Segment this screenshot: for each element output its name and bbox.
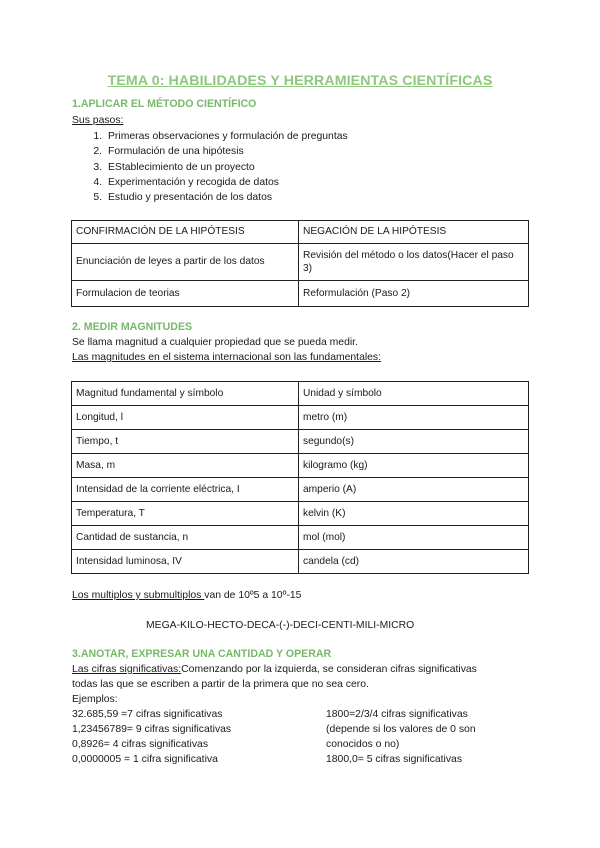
table-row xyxy=(72,430,529,454)
sigfig-text: Comenzando por la izquierda, se consideran cifras significativas xyxy=(181,664,477,675)
table-cell: Intensidad luminosa, IV xyxy=(72,550,299,574)
table-cell: segundo(s) xyxy=(299,430,529,454)
table-row xyxy=(72,454,529,478)
hypothesis-table xyxy=(71,220,529,307)
list-item: 3. EStablecimiento de un proyecto xyxy=(93,161,255,173)
steps-list xyxy=(72,129,348,205)
example-left: 0,8926= 4 cifras significativas xyxy=(72,739,209,750)
example-left: 32.685,59 =7 cifras significativas xyxy=(72,709,223,720)
examples-label: Ejemplos: xyxy=(72,694,118,705)
example-left: 0,0000005 = 1 cifra significativa xyxy=(72,754,218,765)
table-cell: Longitud, l xyxy=(72,406,299,430)
example-left: 1,23456789= 9 cifras significativas xyxy=(72,724,232,735)
table-cell: kelvin (K) xyxy=(299,502,529,526)
example-right: (depende si los valores de 0 son xyxy=(326,724,476,735)
table-cell: candela (cd) xyxy=(299,550,529,574)
table-header-cell: CONFIRMACIÓN DE LA HIPÓTESIS xyxy=(72,221,299,244)
list-item: 4. Experimentación y recogida de datos xyxy=(93,176,279,188)
table-cell: Temperatura, T xyxy=(72,502,299,526)
table-cell: mol (mol) xyxy=(299,526,529,550)
list-item: 2. Formulación de una hipótesis xyxy=(93,146,244,158)
document-title: TEMA 0: HABILIDADES Y HERRAMIENTAS CIENTÍFICAS xyxy=(107,73,493,89)
section-1-heading: 1.APLICAR EL MÉTODO CIENTÍFICO xyxy=(72,98,257,110)
sigfig-line-2: todas las que se escriben a partir de la primera que no sea cero. xyxy=(72,679,369,690)
table-cell: metro (m) xyxy=(299,406,529,430)
table-cell: Tiempo, t xyxy=(72,430,299,454)
table-cell: Formulacion de teorias xyxy=(72,281,299,307)
table-row xyxy=(72,550,529,574)
table-cell: amperio (A) xyxy=(299,478,529,502)
table-header-row xyxy=(72,221,529,244)
magnitude-definition: Se llama magnitud a cualquier propiedad que se pueda medir. xyxy=(72,337,358,348)
magnitudes-table xyxy=(71,381,529,574)
table-row xyxy=(72,281,529,307)
table-header-row xyxy=(72,382,529,406)
prefix-scale: MEGA-KILO-HECTO-DECA-(-)-DECI-CENTI-MILI-MICRO xyxy=(146,620,415,631)
example-right: 1800=2/3/4 cifras significativas xyxy=(326,709,468,720)
table-cell: Revisión del método o los datos(Hacer el paso 3) xyxy=(299,244,529,281)
si-intro: Las magnitudes en el sistema internacional son las fundamentales: xyxy=(72,352,382,363)
table-header-cell: Magnitud fundamental y símbolo xyxy=(72,382,299,406)
section-2-heading: 2. MEDIR MAGNITUDES xyxy=(72,321,193,333)
list-item: 1. Primeras observaciones y formulación de preguntas xyxy=(93,131,348,142)
table-header-cell: Unidad y símbolo xyxy=(299,382,529,406)
sigfig-label: Las cifras significativas: xyxy=(72,664,182,675)
example-right: conocidos o no) xyxy=(326,739,400,750)
table-row xyxy=(72,244,529,281)
table-cell: Reformulación (Paso 2) xyxy=(299,281,529,307)
table-row xyxy=(72,526,529,550)
table-row xyxy=(72,478,529,502)
table-cell: Intensidad de la corriente eléctrica, I xyxy=(72,478,299,502)
sigfig-line-1 xyxy=(72,664,477,675)
multiples-line xyxy=(72,590,301,601)
table-cell: Cantidad de sustancia, n xyxy=(72,526,299,550)
list-item: 5. Estudio y presentación de los datos xyxy=(93,192,273,204)
table-row xyxy=(72,502,529,526)
table-row xyxy=(72,406,529,430)
steps-label: Sus pasos: xyxy=(72,115,124,126)
table-cell: Masa, m xyxy=(72,454,299,478)
multiples-label: Los multiplos y submultiplos xyxy=(72,590,205,601)
multiples-range: van de 10º5 a 10º-15 xyxy=(204,590,302,601)
table-cell: kilogramo (kg) xyxy=(299,454,529,478)
table-cell: Enunciación de leyes a partir de los datos xyxy=(72,244,299,281)
section-3-heading: 3.ANOTAR, EXPRESAR UNA CANTIDAD Y OPERAR xyxy=(72,648,332,660)
table-header-cell: NEGACIÓN DE LA HIPÓTESIS xyxy=(299,221,529,244)
example-right: 1800,0= 5 cifras significativas xyxy=(326,754,463,765)
